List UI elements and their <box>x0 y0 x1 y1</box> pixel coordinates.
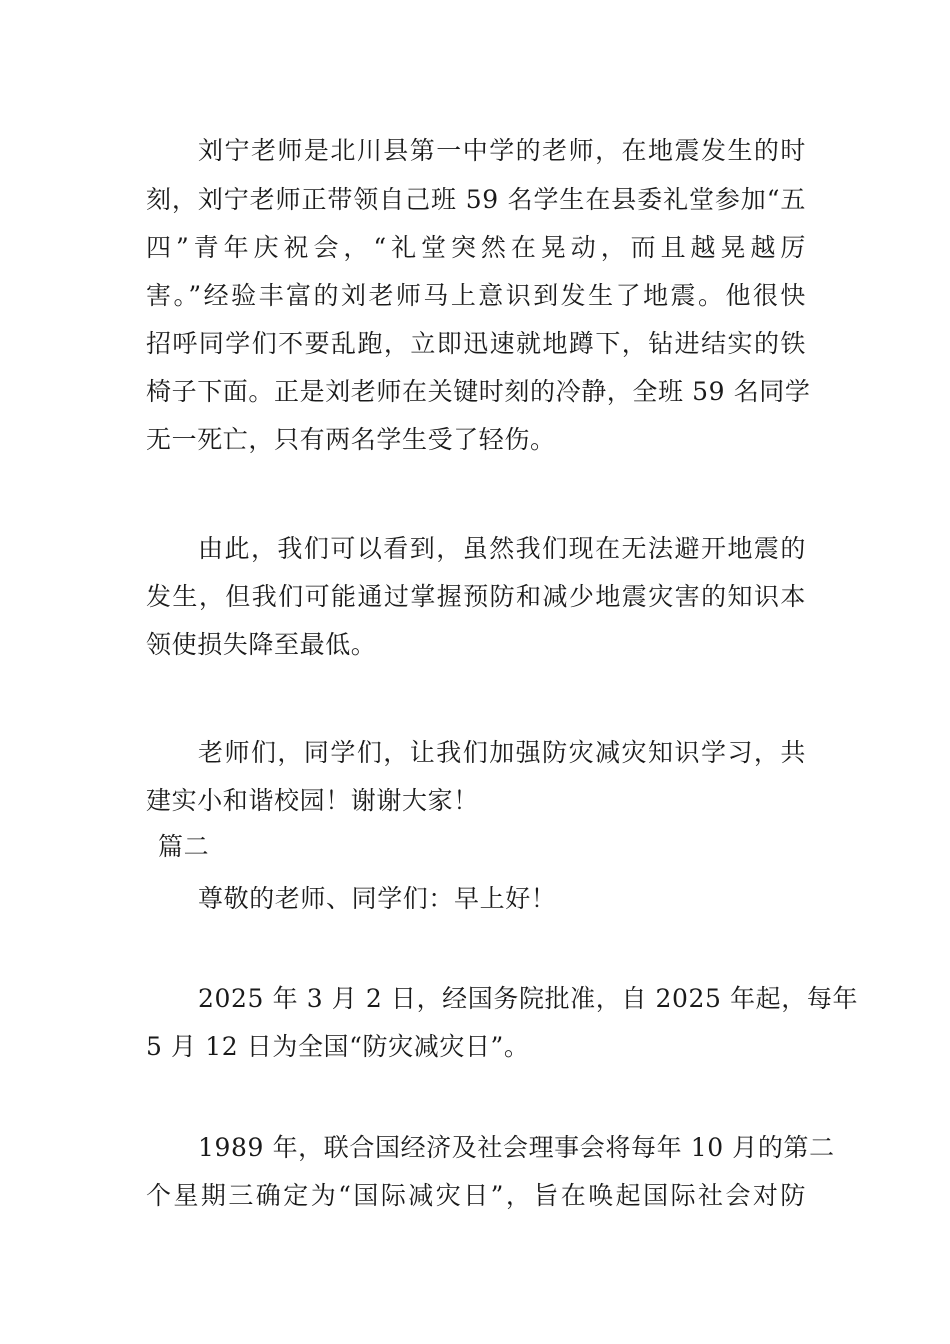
paragraph-line: 领使损失降至最低。 <box>146 630 377 659</box>
section-heading: 篇二 <box>158 832 210 861</box>
paragraph-line: 刻，刘宁老师正带领自己班 59 名学生在县委礼堂参加“五 <box>146 185 806 214</box>
paragraph-line: 椅子下面。正是刘老师在关键时刻的冷静，全班 59 名同学 <box>146 377 811 406</box>
paragraph-line: 无一死亡，只有两名学生受了轻伤。 <box>146 425 556 454</box>
paragraph-line: 害。”经验丰富的刘老师马上意识到发生了地震。他很快 <box>146 281 806 310</box>
paragraph-line: 由此，我们可以看到，虽然我们现在无法避开地震的 <box>198 534 806 563</box>
paragraph-line: 老师们，同学们，让我们加强防灾减灾知识学习，共 <box>198 738 806 767</box>
greeting-line: 尊敬的老师、同学们：早上好！ <box>198 884 557 913</box>
paragraph-line: 招呼同学们不要乱跑，立即迅速就地蹲下，钻进结实的铁 <box>146 329 806 358</box>
paragraph-line: 5 月 12 日为全国“防灾减灾日”。 <box>146 1032 530 1061</box>
paragraph-line: 建实小和谐校园！谢谢大家！ <box>146 786 479 815</box>
paragraph-line: 2025 年 3 月 2 日，经国务院批准，自 2025 年起，每年 <box>198 984 859 1013</box>
paragraph-line: 个星期三确定为“国际减灾日”，旨在唤起国际社会对防 <box>146 1181 806 1210</box>
paragraph-line: 四”青年庆祝会，“礼堂突然在晃动，而且越晃越厉 <box>146 233 806 262</box>
paragraph-line: 刘宁老师是北川县第一中学的老师，在地震发生的时 <box>198 136 806 165</box>
paragraph-line: 1989 年，联合国经济及社会理事会将每年 10 月的第二 <box>198 1133 835 1162</box>
paragraph-line: 发生，但我们可能通过掌握预防和减少地震灾害的知识本 <box>146 582 806 611</box>
